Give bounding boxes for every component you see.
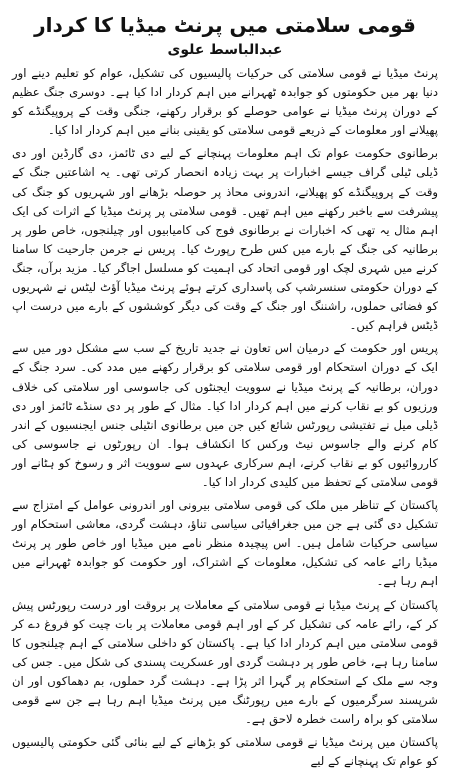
article-paragraph: پرنٹ میڈیا نے قومی سلامتی کی حرکیات پالیسیوں کی تشکیل، عوام کو تعلیم دینے اور دنیا بھر میں حکومتوں کو جوابدہ ٹھہرانے میں اہم کردار ادا کیا ہے۔ دوسری جنگ عظیم کے دوران پرنٹ میڈیا نے عوامی حوصلے کو برقرار رکھنے، جنگی وقت کے پروپیگنڈے کو پھیلانے اور معلومات کے ذریعے قومی سلامتی کو یقینی بنانے میں اہم کردار ادا کیا۔ [12, 66, 438, 138]
article-paragraph: پاکستان کے تناظر میں ملک کی قومی سلامتی بیرونی اور اندرونی عوامل کے امتزاج سے تشکیل دی گئی ہے جن میں جغرافیائی سیاسی تناؤ، دہشت گردی، معاشی استحکام اور سیاسی حرکیات شامل ہیں۔ اس پیچیدہ منظر نامے میں میڈیا اور خاص طور پر پرنٹ میڈیا رائے عامہ کی تشکیل، معلومات کے اشتراک، اور حکومت کو جوابدہ ٹھہرانے میں اہم رہا ہے۔ [12, 498, 438, 589]
article-author: عبدالباسط علوی [167, 42, 283, 58]
article-title: قومی سلامتی میں پرنٹ میڈیا کا کردار [34, 13, 416, 37]
article-paragraph: پاکستان کے پرنٹ میڈیا نے قومی سلامتی کے معاملات پر بروقت اور درست رپورٹس پیش کر کے، رائے عامہ کی تشکیل کر کے اور اہم قومی معاملات پر بات چیت کو فروغ دے کر قومی سلامتی میں اہم کردار ادا کیا ہے۔ پاکستان کو داخلی سلامتی کے اہم چیلنجوں کا سامنا رہا ہے، خاص طور پر دہشت گردی اور عسکریت پسندی کی شکل میں۔ جس کی وجہ سے ملک کے استحکام پر گہرا اثر پڑا ہے۔ دہشت گرد حملوں، بم دھماکوں اور ان شرپسند سرگرمیوں کے بارے میں رپورٹنگ میں پرنٹ میڈیا اہم رہا ہے جن سے قومی سلامتی کو براہ راست خطرہ لاحق ہے۔ [12, 597, 438, 727]
article-paragraph: برطانوی حکومت عوام تک اہم معلومات پہنچانے کے لیے دی ٹائمز، دی گارڈین اور دی ڈیلی ٹیلی گراف جیسے اخبارات پر بہت زیادہ انحصار کرتی تھی۔ یہ اشاعتیں جنگ کے وقت کے پروپیگنڈے کو پھیلانے، اندرونی محاذ پر حوصلہ بڑھانے اور شہریوں کو جنگ کی پیشرفت سے باخبر رکھنے میں اہم تھیں۔ قومی سلامتی پر پرنٹ میڈیا کے اثرات کی ایک اہم مثال یہ تھی کہ اخبارات نے برطانوی فوج کی کامیابیوں اور چیلنجوں، خاص طور پر برطانیہ کی جنگ کے بارے میں کس طرح رپورٹ کیا۔ پریس نے جرمن جارحیت کا سامنا کرنے میں شہری لچک اور قومی اتحاد کی اہمیت کو مسلسل اجاگر کیا۔ مزید برآں، جنگ کے دوران حکومتی سنسرشپ کی پاسداری کرتے ہوئے پرنٹ میڈیا آؤٹ لیٹس نے شہریوں کو فضائی حملوں، راشننگ اور جنگ کے وقت کی دیگر کوششوں کے بارے میں درست اپ ڈیٹس فراہم کیں۔ [12, 146, 438, 333]
article-paragraph: پریس اور حکومت کے درمیان اس تعاون نے جدید تاریخ کے سب سے مشکل دور میں سے ایک کے دوران استحکام اور قومی سلامتی کو برقرار رکھنے میں مدد کی۔ سرد جنگ کے دوران، برطانیہ کے پرنٹ میڈیا نے سوویت ایجنٹوں کی جاسوسی اور سلامتی کی خلاف ورزیوں کو بے نقاب کرنے میں اہم کردار ادا کیا۔ مثال کے طور پر دی سنڈے ٹائمز اور دی ڈیلی میل نے تفتیشی رپورٹس شائع کیں جن میں برطانوی انٹیلی جنس ایجنسیوں کے اندر کام کرنے والے جاسوس نیٹ ورکس کا انکشاف ہوا۔ ان رپورٹوں نے جاسوسی کی کارروائیوں کو بے نقاب کرنے، اہم سرکاری عہدوں سے سوویت اثر و رسوخ کو ہٹانے اور قومی سلامتی کے تحفظ میں کلیدی کردار ادا کیا۔ [12, 341, 438, 489]
article-paragraph: پاکستان میں پرنٹ میڈیا نے قومی سلامتی کو بڑھانے کے لیے بنائی گئی حکومتی پالیسیوں کو عوام تک پہنچانے کے لیے [12, 735, 438, 769]
